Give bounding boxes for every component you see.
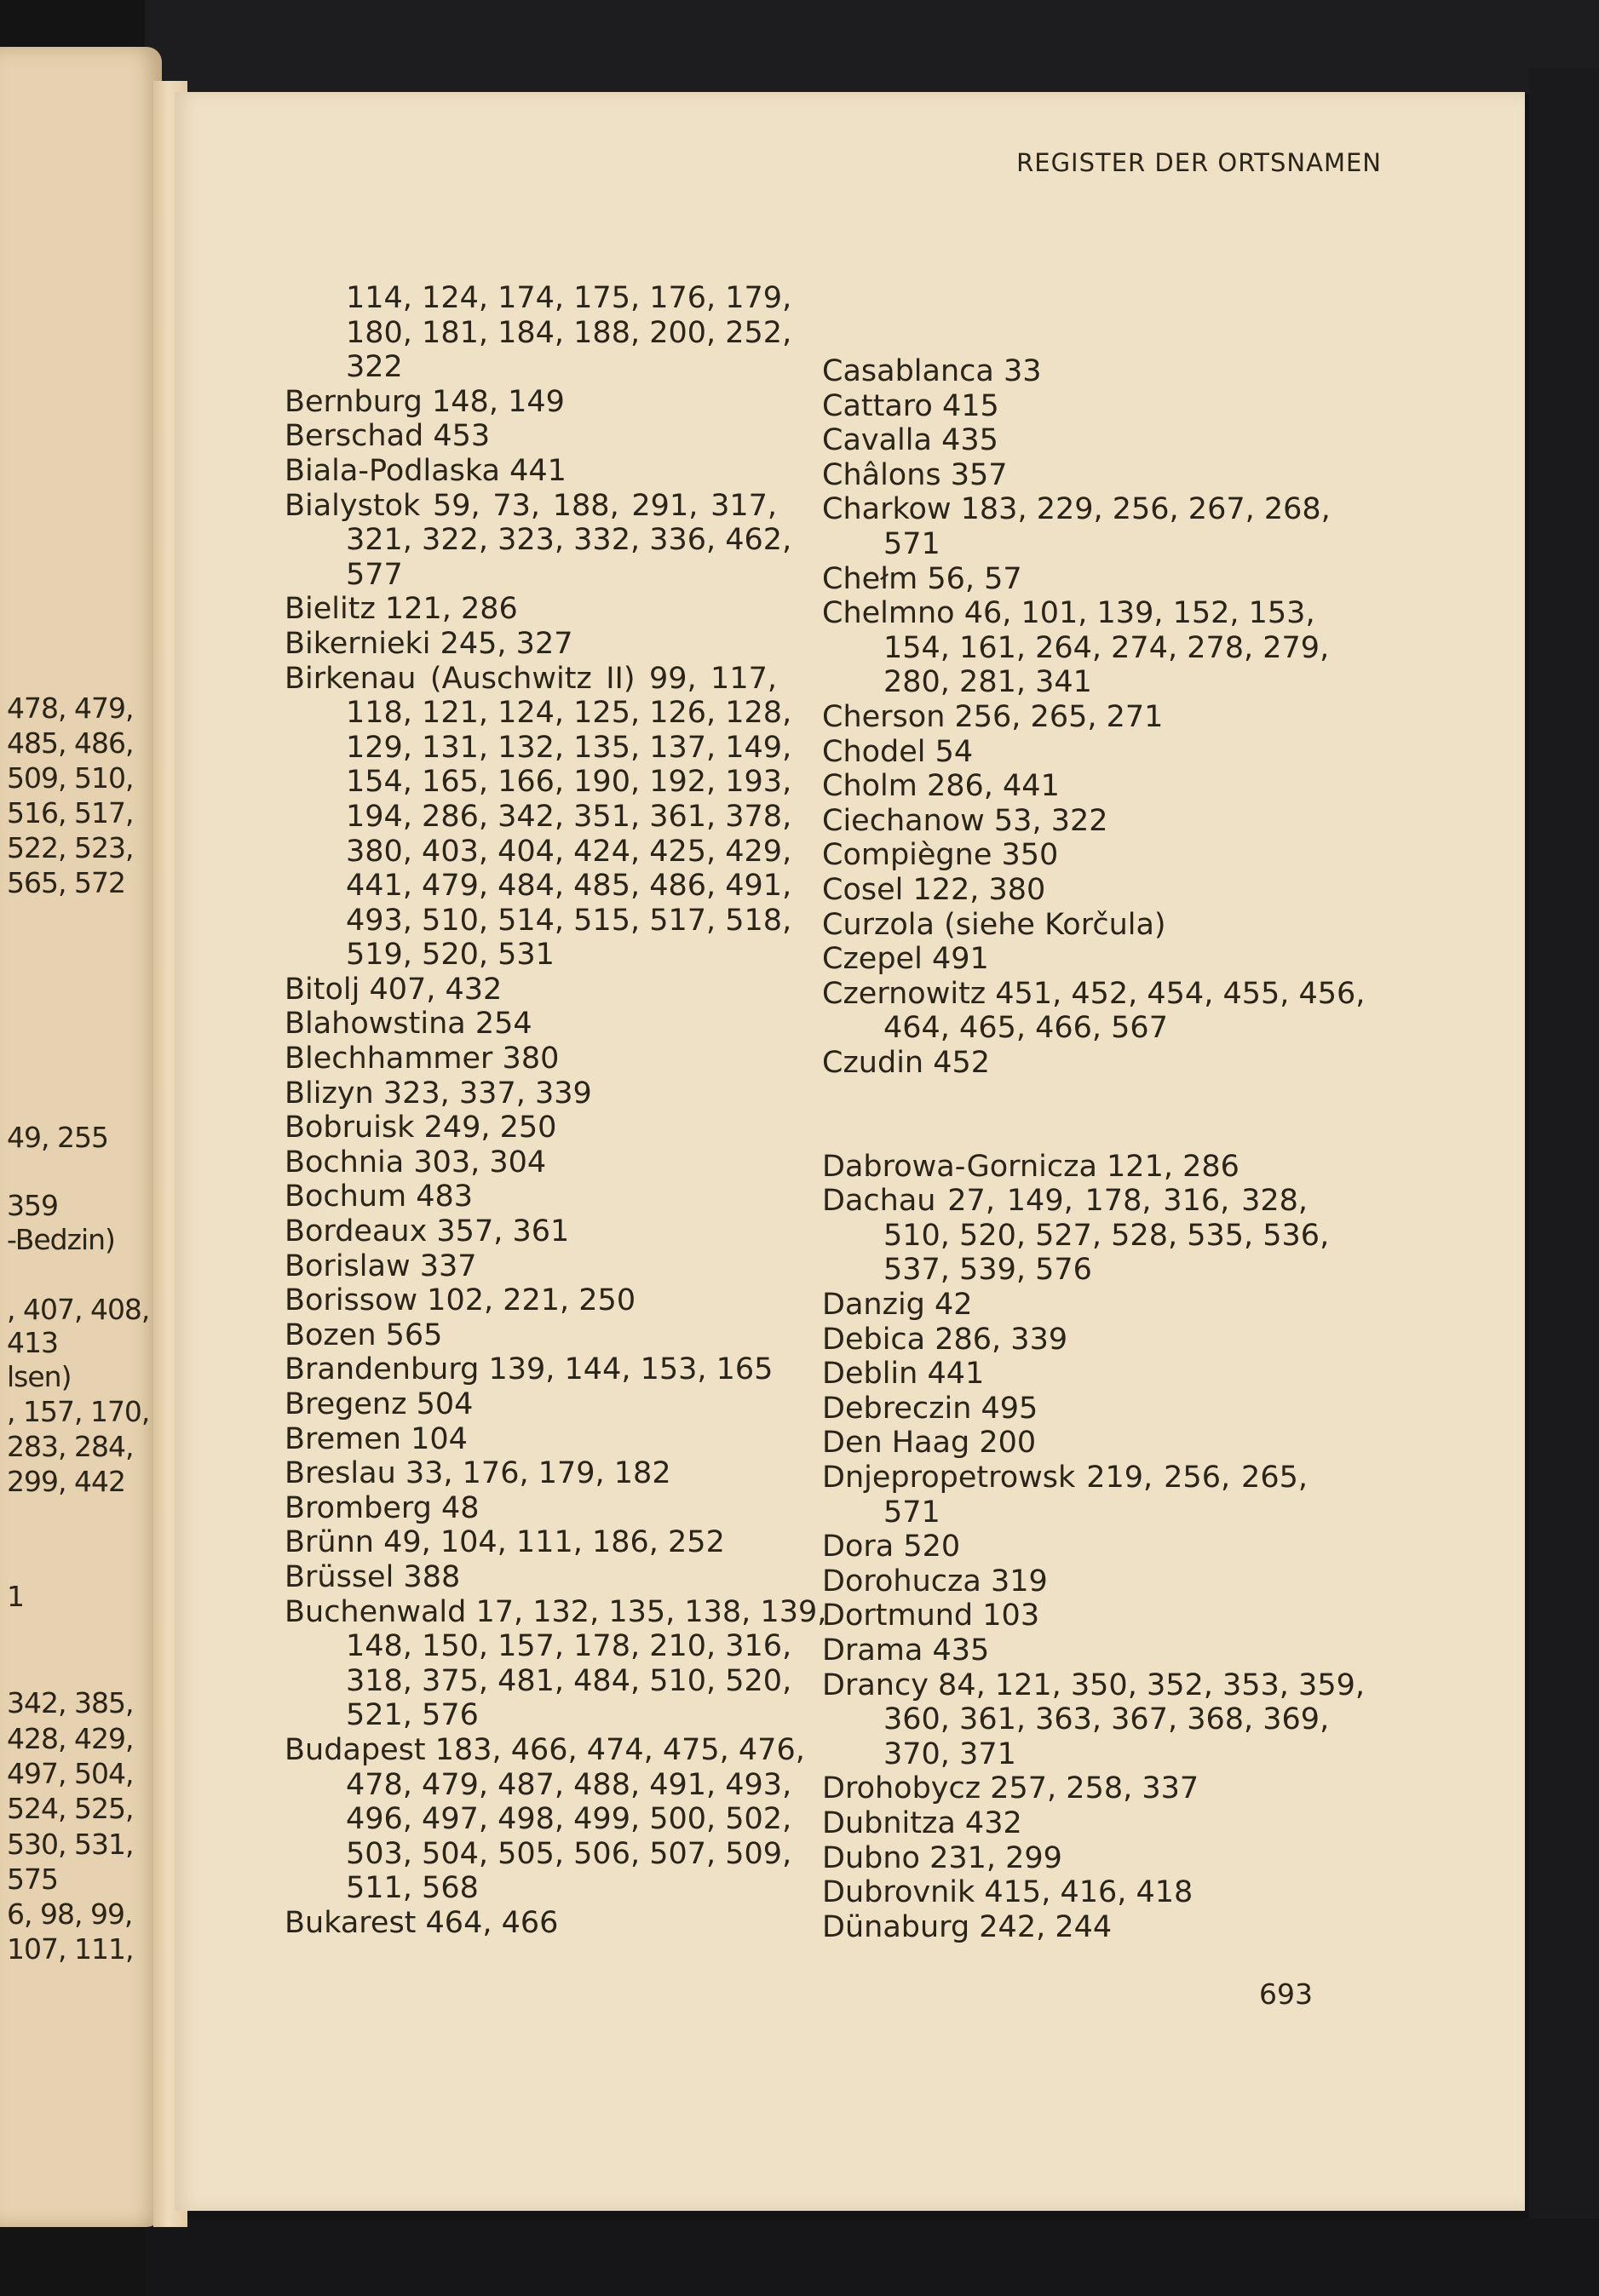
- index-entry: Brünn 49, 104, 111, 186, 252: [285, 1525, 725, 1560]
- index-entry-continuation: 318, 375, 481, 484, 510, 520,: [346, 1663, 792, 1698]
- index-entry: Châlons 357: [822, 457, 1008, 492]
- facing-page-fragment: 107, 111,: [7, 1932, 134, 1966]
- page-number: 693: [1259, 1977, 1313, 2011]
- index-entry-continuation: 194, 286, 342, 351, 361, 378,: [346, 799, 792, 834]
- index-entry: Bialystok 59, 73, 188, 291, 317,: [285, 488, 777, 523]
- facing-page-fragment: , 157, 170,: [7, 1395, 150, 1428]
- book-cover-top: [145, 0, 1599, 94]
- index-entry: Dnjepropetrowsk 219, 256, 265,: [822, 1461, 1308, 1495]
- facing-page-fragment: 565, 572: [7, 866, 125, 899]
- index-entry: Brandenburg 139, 144, 153, 165: [285, 1352, 774, 1387]
- index-entry: Bukarest 464, 466: [285, 1905, 559, 1940]
- index-entry-continuation: 280, 281, 341: [883, 665, 1092, 700]
- index-entry: Bochnia 303, 304: [285, 1145, 547, 1180]
- index-entry-continuation: 511, 568: [346, 1871, 479, 1906]
- index-entry: Bromberg 48: [285, 1490, 480, 1525]
- index-entry: Drohobycz 257, 258, 337: [822, 1771, 1199, 1806]
- index-entry: Dabrowa-Gornicza 121, 286: [822, 1149, 1240, 1184]
- book-cover-right: [1529, 68, 1599, 2296]
- index-entry: Bochum 483: [285, 1180, 474, 1214]
- index-entry: Cattaro 415: [822, 388, 999, 423]
- index-entry: Chelmno 46, 101, 139, 152, 153,: [822, 596, 1315, 631]
- index-entry: Dortmund 103: [822, 1599, 1040, 1633]
- index-entry: Blechhammer 380: [285, 1042, 560, 1076]
- index-entry: Den Haag 200: [822, 1426, 1037, 1461]
- left-page: [0, 47, 162, 2227]
- facing-page-fragment: 342, 385,: [7, 1686, 134, 1719]
- index-entry-continuation: 493, 510, 514, 515, 517, 518,: [346, 903, 792, 938]
- index-entry: Dubnitza 432: [822, 1805, 1022, 1840]
- facing-page-fragment: 522, 523,: [7, 831, 134, 864]
- index-entry: Debreczin 495: [822, 1391, 1038, 1426]
- index-entry: Bozen 565: [285, 1317, 443, 1352]
- index-entry: Dachau 27, 149, 178, 316, 328,: [822, 1184, 1308, 1219]
- facing-page-fragment: lsen): [7, 1360, 72, 1393]
- index-entry: Biala-Podlaska 441: [285, 453, 567, 488]
- index-entry: Cholm 286, 441: [822, 769, 1060, 804]
- facing-page-fragment: 428, 429,: [7, 1722, 134, 1755]
- index-entry-continuation: 114, 124, 174, 175, 176, 179,: [346, 281, 792, 315]
- index-entry: Berschad 453: [285, 419, 491, 454]
- facing-page-fragment: 49, 255: [7, 1121, 108, 1154]
- index-entry-continuation: 503, 504, 505, 506, 507, 509,: [346, 1836, 792, 1871]
- facing-page-fragment: 1: [7, 1580, 24, 1613]
- facing-page-fragment: 516, 517,: [7, 796, 134, 829]
- index-entry: Dorohucza 319: [822, 1564, 1048, 1599]
- index-entry: Czepel 491: [822, 942, 989, 977]
- index-entry: Borissow 102, 221, 250: [285, 1283, 636, 1318]
- index-entry-continuation: 129, 131, 132, 135, 137, 149,: [346, 730, 792, 765]
- index-entry: Buchenwald 17, 132, 135, 138, 139,: [285, 1594, 827, 1629]
- index-entry-continuation: 478, 479, 487, 488, 491, 493,: [346, 1767, 792, 1802]
- index-entry-continuation: 571: [883, 1495, 940, 1530]
- facing-page-fragment: 485, 486,: [7, 726, 134, 760]
- index-entry: Cavalla 435: [822, 423, 998, 458]
- index-entry: Czernowitz 451, 452, 454, 455, 456,: [822, 976, 1366, 1011]
- index-spacer: [822, 1115, 1308, 1150]
- index-entry: Bregenz 504: [285, 1387, 474, 1421]
- index-entry: Drama 435: [822, 1633, 990, 1667]
- index-entry: Casablanca 33: [822, 354, 1042, 388]
- index-entry-continuation: 360, 361, 363, 367, 368, 369,: [883, 1702, 1330, 1737]
- index-entry: Chodel 54: [822, 734, 974, 769]
- index-entry-continuation: 571: [883, 526, 940, 561]
- facing-page-fragment: 478, 479,: [7, 692, 134, 725]
- index-entry: Compiègne 350: [822, 838, 1059, 873]
- index-entry-continuation: 370, 371: [883, 1736, 1016, 1771]
- index-entry-continuation: 180, 181, 184, 188, 200, 252,: [346, 315, 792, 350]
- index-entry: Bielitz 121, 286: [285, 592, 518, 627]
- index-entry-continuation: 519, 520, 531: [346, 938, 555, 973]
- index-entry: Chełm 56, 57: [822, 561, 1022, 596]
- index-entry: Bremen 104: [285, 1421, 468, 1456]
- index-entry: Brüssel 388: [285, 1559, 461, 1594]
- index-entry-continuation: 510, 520, 527, 528, 535, 536,: [883, 1218, 1330, 1253]
- facing-page-fragment: 6, 98, 99,: [7, 1897, 133, 1931]
- index-entry: Bordeaux 357, 361: [285, 1214, 570, 1249]
- facing-page-fragment: 575: [7, 1863, 58, 1896]
- index-entry: Cherson 256, 265, 271: [822, 699, 1164, 734]
- index-entry: Borislaw 337: [285, 1248, 477, 1283]
- index-entry: Bobruisk 249, 250: [285, 1111, 557, 1145]
- index-entry: Ciechanow 53, 322: [822, 803, 1108, 838]
- index-column-right: [822, 354, 1366, 1944]
- index-entry: Dora 520: [822, 1530, 961, 1564]
- index-entry-continuation: 441, 479, 484, 485, 486, 491,: [346, 869, 792, 904]
- index-entry-continuation: 380, 403, 404, 424, 425, 429,: [346, 834, 792, 869]
- index-entry: Bikernieki 245, 327: [285, 626, 573, 661]
- index-entry: Bitolj 407, 432: [285, 972, 503, 1007]
- index-entry: Danzig 42: [822, 1288, 973, 1323]
- index-entry: Deblin 441: [822, 1357, 985, 1392]
- index-entry-continuation: 154, 165, 166, 190, 192, 193,: [346, 765, 792, 800]
- facing-page-fragment: 497, 504,: [7, 1757, 134, 1790]
- index-entry-continuation: 577: [346, 557, 403, 592]
- index-entry-continuation: 148, 150, 157, 178, 210, 316,: [346, 1629, 792, 1664]
- index-entry-continuation: 496, 497, 498, 499, 500, 502,: [346, 1802, 792, 1837]
- index-column-left: [285, 281, 827, 1941]
- index-entry-continuation: 118, 121, 124, 125, 126, 128,: [346, 696, 792, 731]
- index-entry: Cosel 122, 380: [822, 872, 1046, 907]
- running-header: REGISTER DER ORTSNAMEN: [1016, 148, 1382, 177]
- book-cover-bottom: [145, 2219, 1599, 2296]
- index-entry: Budapest 183, 466, 474, 475, 476,: [285, 1732, 805, 1767]
- index-entry-continuation: 321, 322, 323, 332, 336, 462,: [346, 523, 792, 558]
- facing-page-fragment: 359: [7, 1189, 58, 1222]
- facing-page-fragment: 283, 284,: [7, 1430, 134, 1463]
- index-entry-continuation: 154, 161, 264, 274, 278, 279,: [883, 630, 1330, 665]
- index-entry: Debica 286, 339: [822, 1322, 1068, 1357]
- index-entry: Blizyn 323, 337, 339: [285, 1076, 592, 1111]
- facing-page-fragment: 299, 442: [7, 1465, 125, 1498]
- index-entry: Dubno 231, 299: [822, 1840, 1062, 1875]
- index-entry-continuation: 464, 465, 466, 567: [883, 1011, 1168, 1046]
- index-entry: Dubrovnik 415, 416, 418: [822, 1875, 1193, 1910]
- index-entry: Charkow 183, 229, 256, 267, 268,: [822, 492, 1331, 527]
- index-entry: Drancy 84, 121, 350, 352, 353, 359,: [822, 1667, 1365, 1702]
- facing-page-fragment: 530, 531,: [7, 1828, 134, 1861]
- facing-page-fragment: -Bedzin): [7, 1223, 115, 1256]
- index-entry-continuation: 322: [346, 350, 403, 385]
- index-entry-continuation: 521, 576: [346, 1698, 479, 1733]
- index-entry: Birkenau (Auschwitz II) 99, 117,: [285, 661, 777, 696]
- facing-page-fragment: 413: [7, 1326, 58, 1359]
- index-entry: Breslau 33, 176, 179, 182: [285, 1456, 671, 1491]
- facing-page-fragment: 509, 510,: [7, 761, 134, 795]
- index-entry: Curzola (siehe Korčula): [822, 907, 1166, 942]
- index-entry: Dünaburg 242, 244: [822, 1909, 1113, 1944]
- index-entry: Blahowstina 254: [285, 1007, 532, 1042]
- index-entry: Czudin 452: [822, 1045, 991, 1080]
- facing-page-fragment: 524, 525,: [7, 1792, 134, 1825]
- index-entry-continuation: 537, 539, 576: [883, 1253, 1092, 1288]
- facing-page-fragment: , 407, 408,: [7, 1293, 150, 1326]
- index-entry: Bernburg 148, 149: [285, 384, 565, 419]
- index-spacer: [822, 1080, 1308, 1115]
